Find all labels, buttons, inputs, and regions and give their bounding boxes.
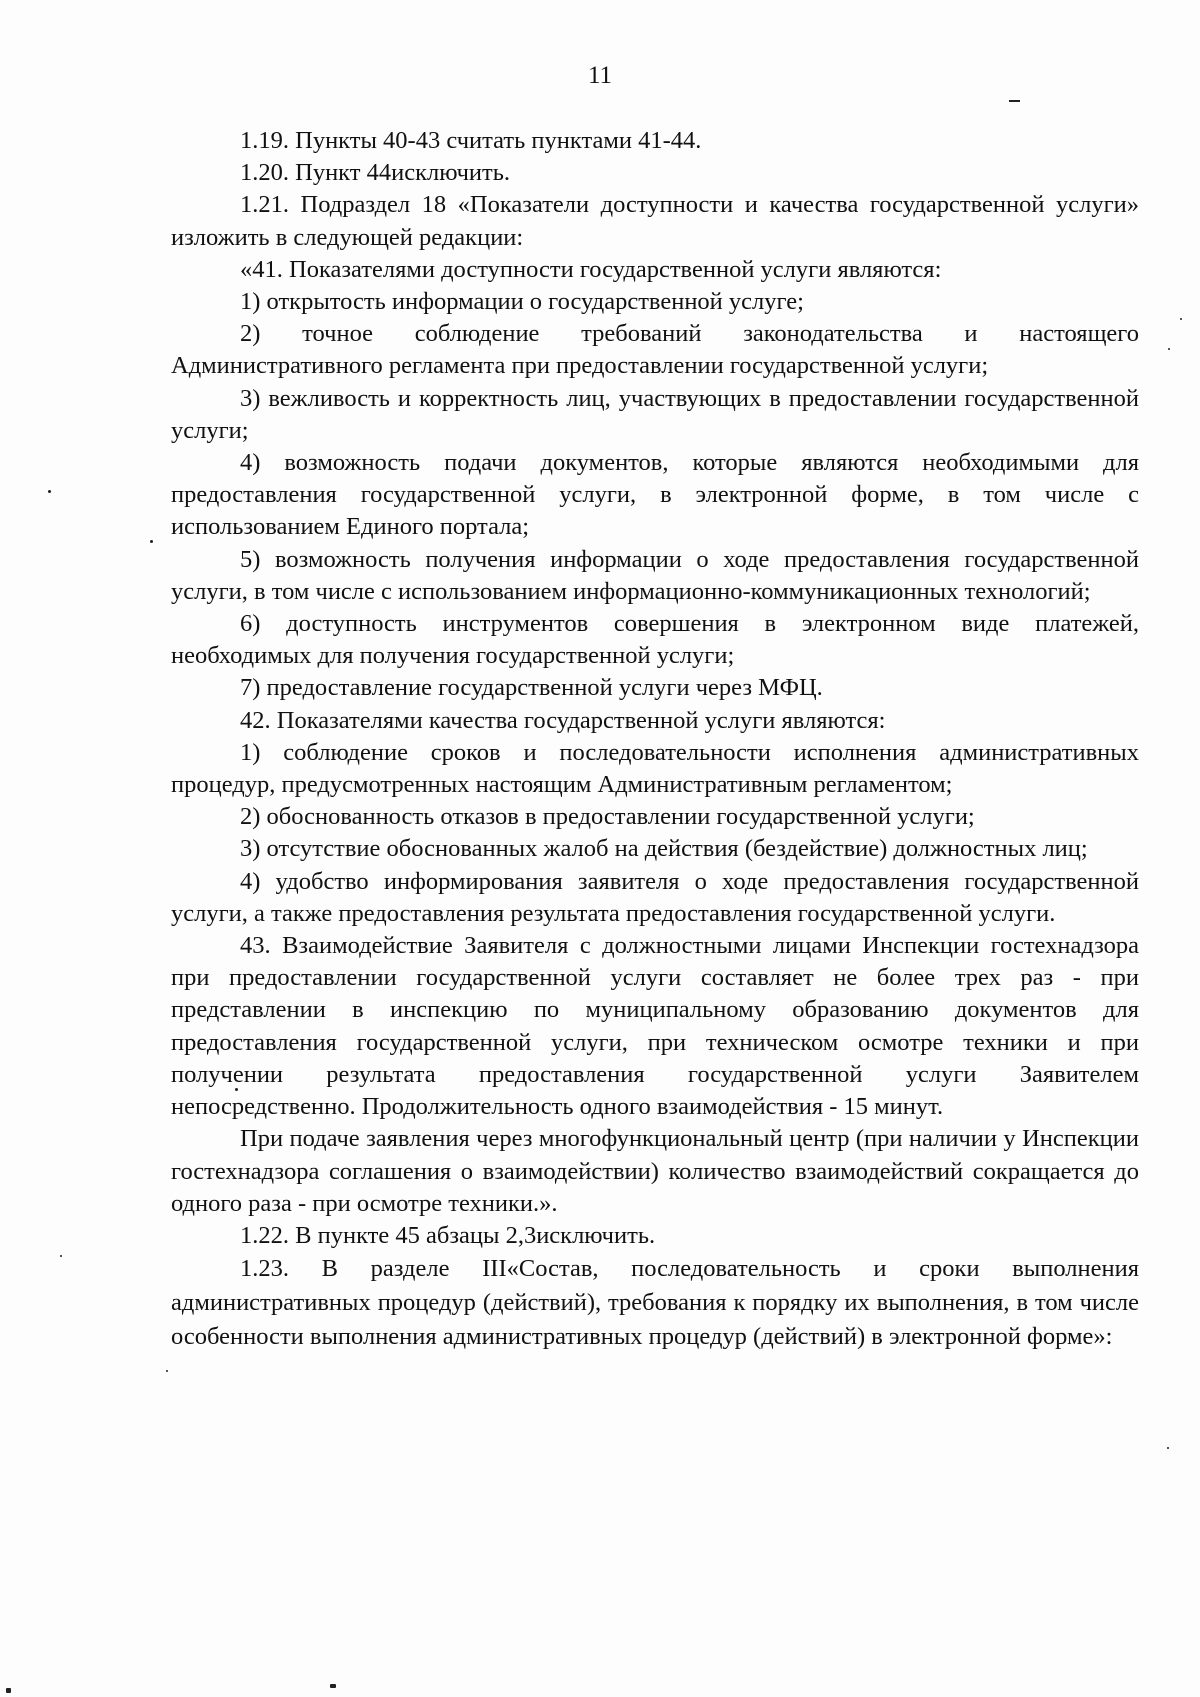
scan-speck: [1168, 348, 1170, 350]
list-item-41-7: 7) предоставление государственной услуги через МФЦ.: [240, 674, 823, 702]
paragraph-41-heading: «41. Показателями доступности государственной услуги являются:: [240, 255, 942, 283]
paragraph-1-21: 1.21. Подраздел 18 «Показатели доступности и качества государственной услуги» изложить в следующей редакции:: [171, 191, 1139, 251]
document-body: [171, 125, 1139, 1354]
list-item-41-4: 4) возможность подачи документов, которые являются необходимыми для предоставления государственной услуги, в электронной форме, в том числе с использованием Единого портала;: [171, 449, 1139, 541]
list-item-42-1: 1) соблюдение сроков и последовательности исполнения административных процедур, предусмотренных настоящим Административным регламентом;: [171, 738, 1139, 799]
scan-speck: [48, 490, 51, 493]
page-number: 11: [587, 62, 613, 89]
paragraph-1-20: 1.20. Пункт 44исключить.: [240, 159, 511, 187]
paragraph-1-19: 1.19. Пункты 40-43 считать пунктами 41-44.: [240, 127, 702, 154]
scan-speck: [1009, 100, 1020, 102]
scan-speck: [60, 1255, 62, 1257]
paragraph-mfc-submission: При подаче заявления через многофункциональный центр (при наличии у Инспекции гостехнадзора соглашения о взаимодействии) количество взаимодействий сокращается до одного раза - при осмотре техники.».: [171, 1125, 1139, 1217]
list-item-42-2: 2) обоснованность отказов в предоставлении государственной услуги;: [240, 803, 975, 831]
scan-speck: [6, 1688, 11, 1693]
list-item-41-5: 5) возможность получения информации о ходе предоставления государственной услуги, в том числе с использованием информационно-коммуникационных технологий;: [171, 545, 1139, 605]
scan-speck: [1180, 318, 1182, 320]
list-item-42-3: 3) отсутствие обоснованных жалоб на действия (бездействие) должностных лиц;: [240, 835, 1088, 863]
list-item-42-4: 4) удобство информирования заявителя о ходе предоставления государственной услуги, а также предоставления результата предоставления государственной услуги.: [171, 867, 1139, 927]
paragraph-1-22: 1.22. В пункте 45 абзацы 2,3исключить.: [240, 1221, 656, 1249]
scan-speck: [330, 1684, 336, 1688]
scan-speck: [1167, 1447, 1169, 1449]
list-item-41-2: 2) точное соблюдение требований законодательства и настоящего Административного регламента при предоставлении государственной услуги;: [171, 320, 1139, 380]
list-item-41-3: 3) вежливость и корректность лиц, участвующих в предоставлении государственной услуги;: [171, 384, 1139, 444]
list-item-41-1: 1) открытость информации о государственной услуге;: [240, 288, 804, 316]
scan-speck: [150, 540, 153, 543]
paragraph-1-23: 1.23. В разделе III«Состав, последовательность и сроки выполнения административных процедур (действий), требования к порядку их выполнения, в том числе особенности выполнения административных процедур (действий) в электронной форме»:: [171, 1255, 1139, 1351]
list-item-41-6: 6) доступность инструментов совершения в электронном виде платежей, необходимых для получения государственной услуги;: [171, 610, 1139, 670]
scan-speck: [166, 1370, 168, 1372]
scan-speck: [235, 1088, 238, 1091]
paragraph-42-heading: 42. Показателями качества государственной услуги являются:: [240, 706, 886, 734]
paragraph-43: 43. Взаимодействие Заявителя с должностными лицами Инспекции гостехнадзора при предоставлении государственной услуги составляет не более трех раз - при представлении в инспекцию по муниципальному образованию документов для предоставления государственной услуги, при техническом осмотре техники и при получении результата предоставления государственной услуги Заявителем непосредственно. Продолжительность одного взаимодействия - 15 минут.: [171, 932, 1139, 1121]
